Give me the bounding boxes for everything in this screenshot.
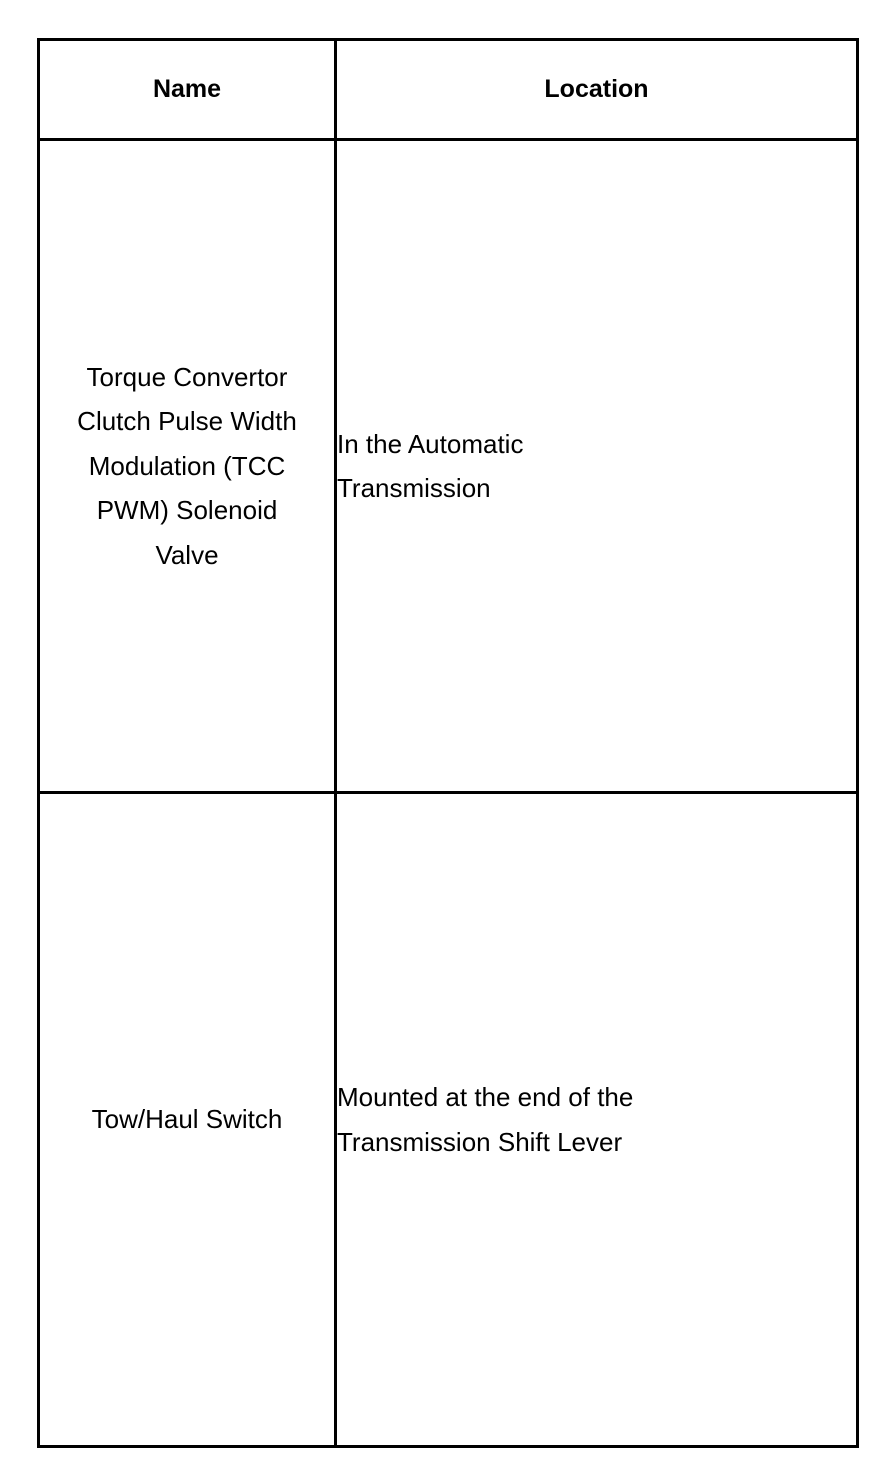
component-location: Mounted at the end of the Transmission Shift Lever — [337, 1082, 634, 1157]
location-cell — [336, 793, 858, 1447]
name-cell — [39, 793, 336, 1447]
header-location: Location — [336, 40, 858, 140]
table-header-row — [39, 40, 858, 140]
component-name: Tow/Haul Switch — [91, 1104, 283, 1135]
header-name: Name — [39, 40, 336, 140]
component-name: Torque Convertor Clutch Pulse Width Modulation (TCC PWM) Solenoid Valve — [77, 361, 297, 570]
location-cell — [336, 140, 858, 793]
component-location: In the Automatic Transmission — [337, 428, 524, 503]
table-row — [39, 140, 858, 793]
name-cell — [39, 140, 336, 793]
table-row — [39, 793, 858, 1447]
components-table — [37, 38, 859, 1448]
